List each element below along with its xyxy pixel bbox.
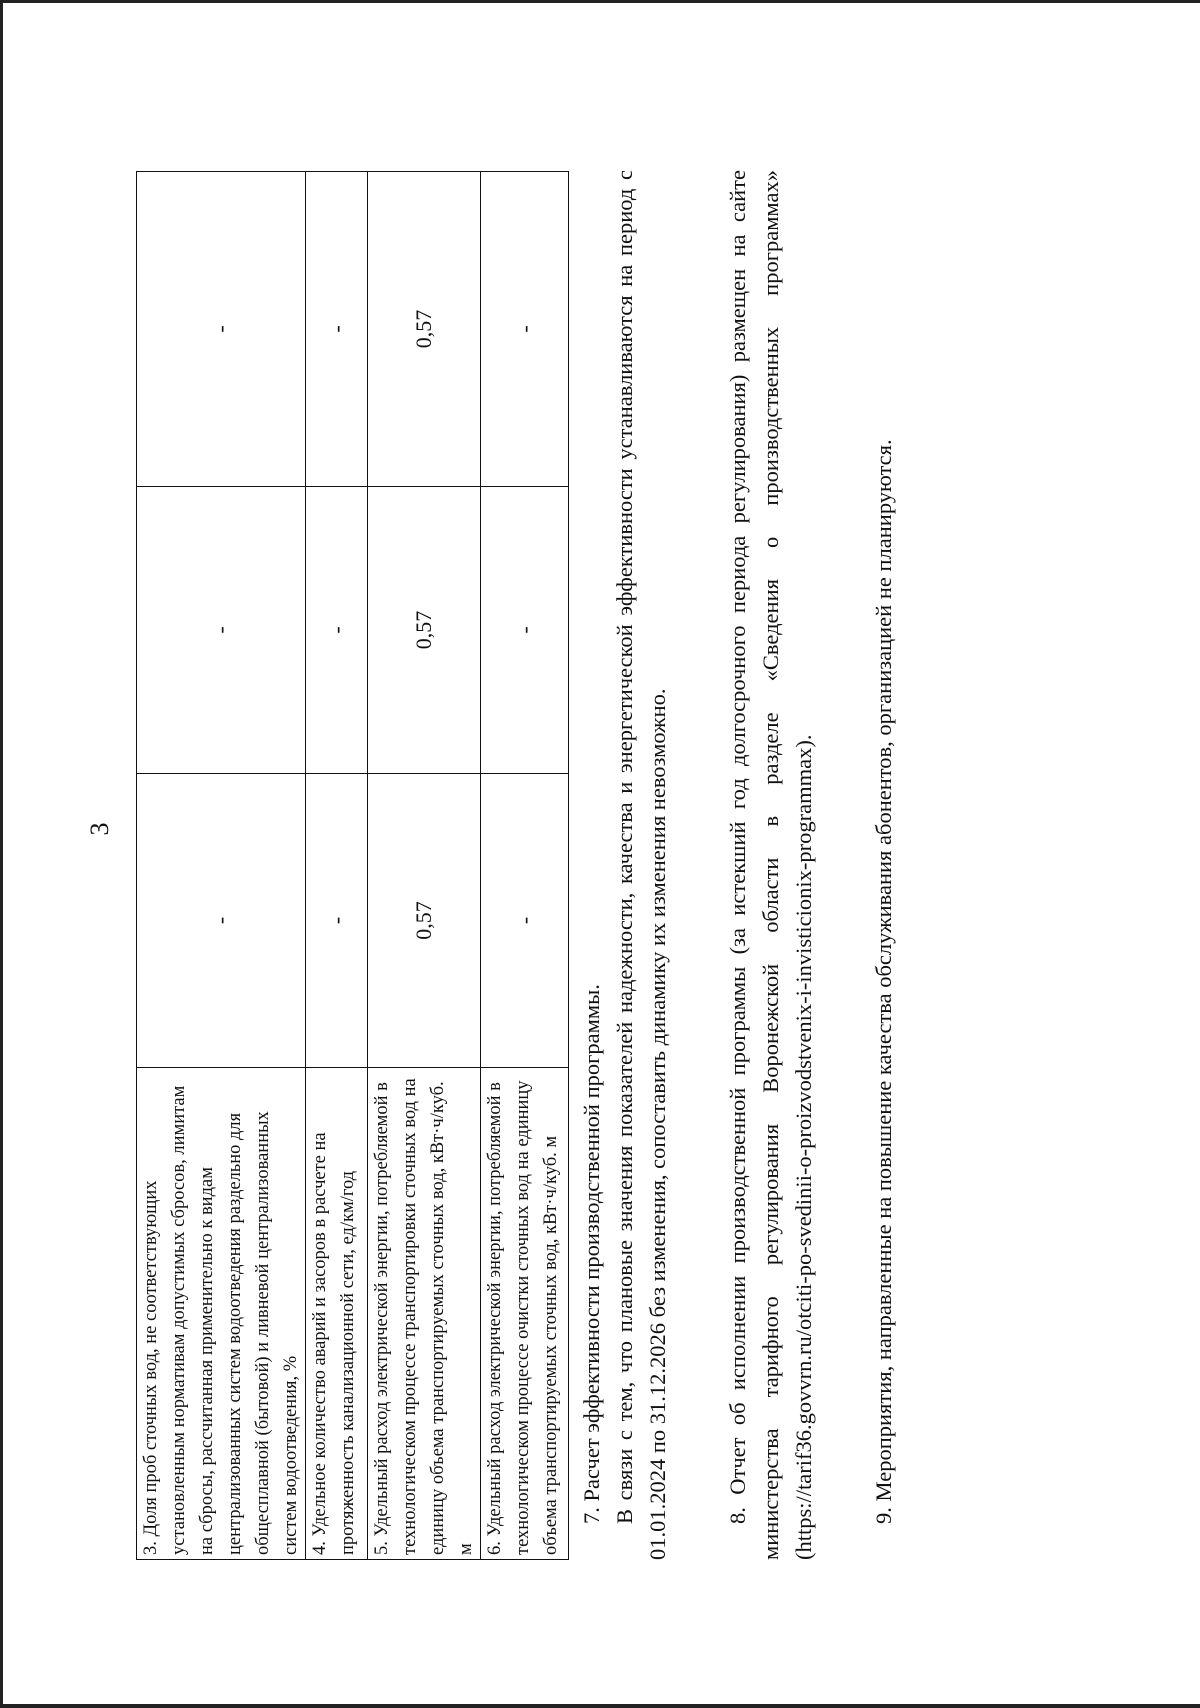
indicator-name: 6. Удельный расход электрической энергии, потребляемой в технологическом процессе очистки сточных вод на единицу объема транспортируемых сточных вод, кВт·ч/куб. м [481, 1068, 569, 1560]
indicator-value-2024: - [137, 774, 306, 1068]
indicator-value-2026: - [306, 172, 368, 487]
indicator-value-2025: 0,57 [368, 487, 481, 774]
page-number: 3 [85, 822, 114, 836]
indicator-value-2025: - [481, 487, 569, 774]
indicator-value-2025: - [137, 487, 306, 774]
indicator-value-2024: 0,57 [368, 774, 481, 1068]
table-row [368, 172, 481, 1560]
scan-edge-left [0, 0, 3, 1708]
indicator-name: 3. Доля проб сточных вод, не соответствующих установленным нормативам допустимых сбросов, лимитам на сбросы, рассчитанная применительно к видам централизованных систем водоотведения раздельно для общесплавной (бытовой) и ливневой централизованных систем водоотведения, % [137, 1068, 306, 1560]
indicator-value-2024: - [481, 774, 569, 1068]
indicator-value-2026: 0,57 [368, 172, 481, 487]
scan-edge-top [0, 0, 1200, 3]
rotated-page-content [70, 120, 1130, 1600]
indicator-value-2025: - [306, 487, 368, 774]
table-row [306, 172, 368, 1560]
indicator-value-2026: - [137, 172, 306, 487]
indicators-table [136, 171, 569, 1560]
indicator-name: 4. Удельное количество аварий и засоров в расчете на протяженность канализационной сети, ед/км/год [306, 1068, 368, 1560]
section-9-body: 9. Мероприятия, направленные на повышение качества обслуживания абонентов, организацией не планируются. [871, 439, 896, 1524]
indicator-name: 5. Удельный расход электрической энергии, потребляемой в технологическом процессе транспортировки сточных вод на единицу объема транспортируемых сточных вод, кВт·ч/куб. м [368, 1068, 481, 1560]
section-8-body: 8. Отчет об исполнении производственной программы (за истекший год долгосрочного периода регулирования) размещен на сайте министерства тарифного регулирования Воронежской области в разделе «Сведения о производственных программах» (https://tarif36.govvrn.ru/otciti-po-svedinii-o-proizvodstvenix-i-invisticionix-programmax). [725, 170, 816, 1560]
section-7-title: 7. Расчет эффективности производственной программы. [579, 984, 604, 1524]
body-text [575, 170, 900, 1560]
section-7-body: В связи с тем, что плановые значения показателей надежности, качества и энергетической эффективности устанавливаются на период с 01.01.2024 по 31.12.2026 без изменения, сопоставить динамику их изменения невозможно. [612, 170, 670, 1560]
scan-edge-bottom [0, 1704, 1200, 1708]
indicator-value-2024: - [306, 774, 368, 1068]
indicator-value-2026: - [481, 172, 569, 487]
table-row [137, 172, 306, 1560]
table-row [481, 172, 569, 1560]
